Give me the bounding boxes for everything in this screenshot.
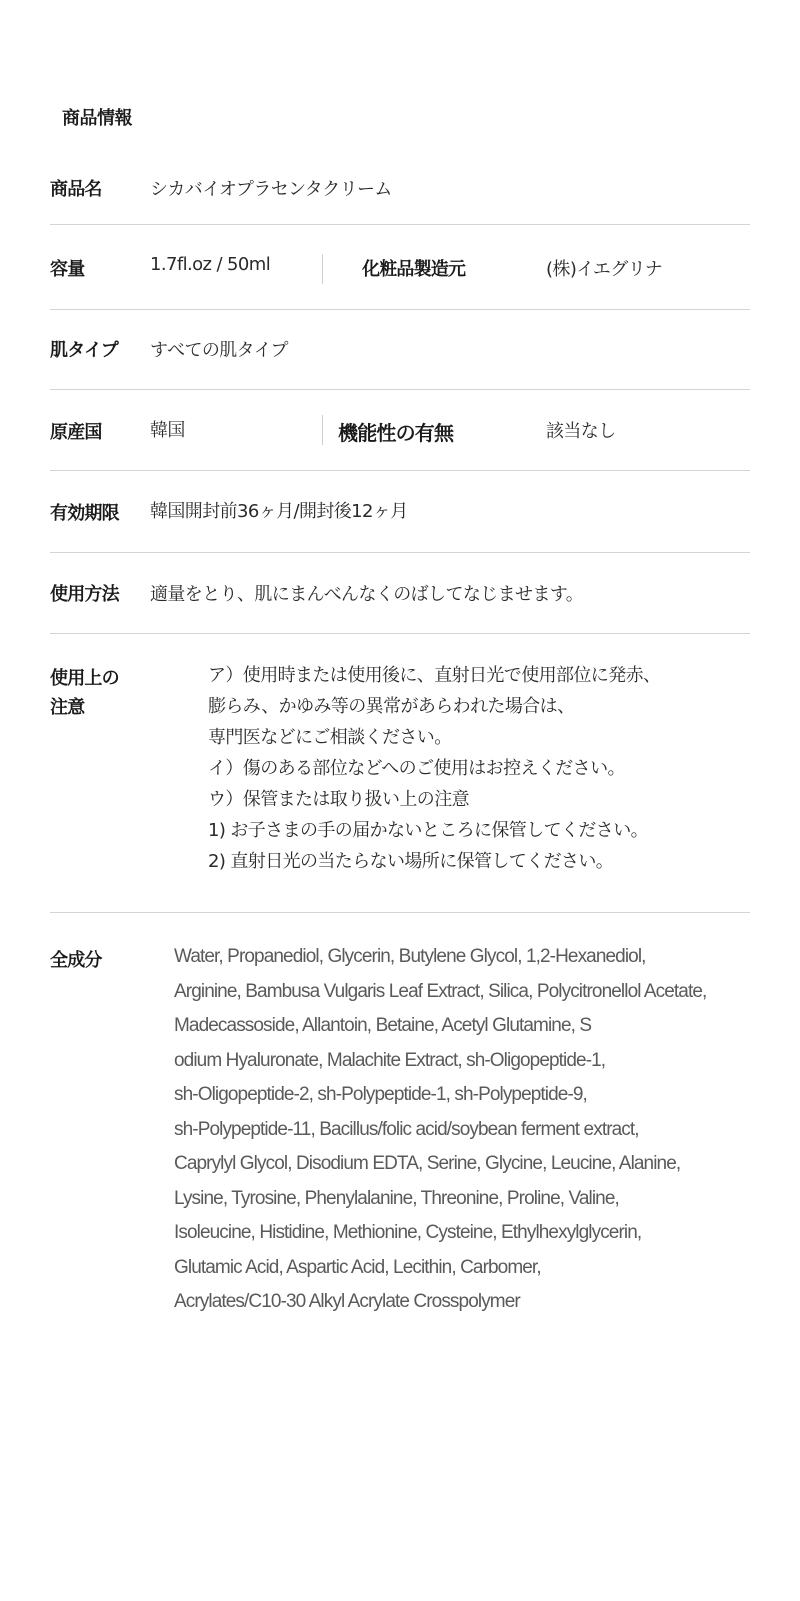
ingredients-line: Caprylyl Glycol, Disodium EDTA, Serine, Glycine, Leucine, Alanine, xyxy=(174,1153,681,1174)
caution-line: 2) 直射日光の当たらない場所に保管してください。 xyxy=(208,851,614,872)
caution-line: 膨らみ、かゆみ等の異常があらわれた場合は、 xyxy=(208,696,575,717)
ingredients-line: Madecassoside, Allantoin, Betaine, Acetyl Glutamine, S xyxy=(174,1015,592,1036)
skin-type-label: 肌タイプ xyxy=(50,340,118,361)
ingredients-line: odium Hyaluronate, Malachite Extract, sh-Oligopeptide-1, xyxy=(174,1049,606,1071)
skin-type-value: すべての肌タイプ xyxy=(150,340,288,361)
ingredients-list xyxy=(174,940,754,1320)
ingredients-line: sh-Oligopeptide-2, sh-Polypeptide-1, sh-Polypeptide-9, xyxy=(174,1084,587,1105)
usage-label: 使用方法 xyxy=(50,584,119,605)
ingredients-line: Water, Propanediol, Glycerin, Butylene Glycol, 1,2-Hexanediol, xyxy=(174,946,646,967)
ingredients-line: Isoleucine, Histidine, Methionine, Cysteine, Ethylhexylglycerin, xyxy=(174,1222,642,1243)
column-separator xyxy=(322,415,323,445)
divider xyxy=(50,552,750,553)
product-name-label: 商品名 xyxy=(50,179,102,200)
expiry-value: 韓国開封前36ヶ月/開封後12ヶ月 xyxy=(150,501,408,522)
divider xyxy=(50,224,750,225)
origin-label: 原産国 xyxy=(50,422,102,443)
caution-line: ウ）保管または取り扱い上の注意 xyxy=(208,789,469,810)
manufacturer-label: 化粧品製造元 xyxy=(362,259,466,280)
functional-label: 機能性の有無 xyxy=(338,421,454,445)
divider xyxy=(50,470,750,471)
caution-line: 1) お子さまの手の届かないところに保管してください。 xyxy=(208,820,648,841)
divider xyxy=(50,309,750,310)
caution-label-line1: 使用上の xyxy=(50,668,119,689)
ingredients-line: Acrylates/C10-30 Alkyl Acrylate Crosspolymer xyxy=(174,1291,520,1312)
divider xyxy=(50,633,750,634)
product-name-value: シカバイオプラセンタクリーム xyxy=(150,179,392,200)
origin-value: 韓国 xyxy=(150,420,185,441)
ingredients-line: sh-Polypeptide-11, Bacillus/folic acid/soybean ferment extract, xyxy=(174,1118,639,1140)
section-title: 商品情報 xyxy=(62,108,132,129)
capacity-value: 1.7fl.oz / 50ml xyxy=(150,254,271,275)
column-separator xyxy=(322,254,323,284)
divider xyxy=(50,912,750,913)
functional-value: 該当なし xyxy=(546,421,616,442)
usage-value: 適量をとり、肌にまんべんなくのばしてなじませます。 xyxy=(150,584,584,605)
ingredients-line: Arginine, Bambusa Vulgaris Leaf Extract, Silica, Polycitronellol Acetate, xyxy=(174,980,707,1002)
caution-line: イ）傷のある部位などへのご使用はお控えください。 xyxy=(208,758,625,779)
caution-label-line2: 注意 xyxy=(50,697,85,718)
caution-notes xyxy=(208,660,660,877)
caution-line: 専門医などにご相談ください。 xyxy=(208,727,452,748)
caution-line: ア）使用時または使用後に、直射日光で使用部位に発赤、 xyxy=(208,665,661,686)
manufacturer-value: (株)イエグリナ xyxy=(546,259,663,280)
divider xyxy=(50,389,750,390)
ingredients-line: Lysine, Tyrosine, Phenylalanine, Threonine, Proline, Valine, xyxy=(174,1187,619,1209)
expiry-label: 有効期限 xyxy=(50,503,119,524)
capacity-label: 容量 xyxy=(50,259,85,280)
ingredients-line: Glutamic Acid, Aspartic Acid, Lecithin, Carbomer, xyxy=(174,1256,541,1278)
ingredients-label: 全成分 xyxy=(50,950,102,971)
